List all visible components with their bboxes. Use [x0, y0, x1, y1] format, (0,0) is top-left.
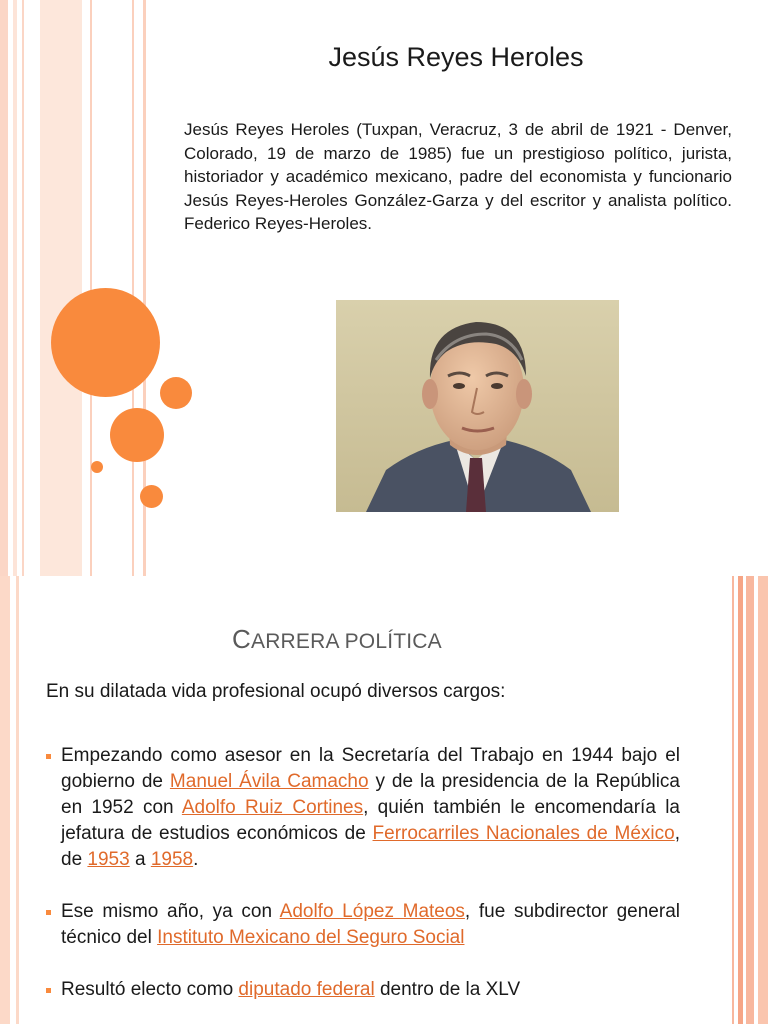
section-title: [232, 624, 442, 655]
decor-circle-small: [91, 461, 103, 473]
decor-stripe: [0, 576, 10, 1024]
decor-stripe: [90, 0, 92, 576]
list-item: Ese mismo año, ya con Adolfo López Mateos, fue subdirector general técnico del Instituto Mexicano del Seguro Social: [46, 899, 680, 951]
decor-circle: [110, 408, 164, 462]
portrait-photo: [336, 300, 619, 512]
decor-stripe: [16, 576, 19, 1024]
decor-stripe: [40, 0, 82, 576]
link-adolfo-lopez-mateos[interactable]: Adolfo López Mateos: [279, 901, 465, 922]
link-adolfo-ruiz-cortines[interactable]: Adolfo Ruiz Cortines: [181, 797, 364, 818]
link-year-1953[interactable]: 1953: [87, 849, 130, 870]
decor-circle: [160, 377, 192, 409]
decor-circle: [140, 485, 163, 508]
decor-stripe: [13, 0, 17, 576]
decor-stripe: [132, 0, 134, 576]
link-diputado-federal[interactable]: diputado federal: [238, 979, 375, 1000]
list-item: Empezando como asesor en la Secretaría del Trabajo en 1944 bajo el gobierno de Manuel Ávila Camacho y de la presidencia de la República en 1952 con Adolfo Ruiz Cortines, quién también le encomendaría la jefatura de estudios económicos de Ferrocarriles Nacionales de México, de 1953 a 1958.: [46, 743, 680, 873]
portrait-illustration: [336, 300, 619, 512]
link-ferrocarriles-nacionales[interactable]: Ferrocarriles Nacionales de México: [372, 823, 675, 844]
biography-paragraph: Jesús Reyes Heroles (Tuxpan, Veracruz, 3 de abril de 1921 - Denver, Colorado, 19 de marzo de 1985) fue un prestigioso político, jurista, historiador y académico mexicano, padre del economista y funcionario Jesús Reyes-Heroles González-Garza y del escritor y analista político. Federico Reyes-Heroles.: [184, 120, 732, 233]
decor-stripe: [732, 576, 734, 1024]
decor-stripe: [746, 576, 754, 1024]
decor-stripe: [0, 0, 8, 576]
intro-text: En su dilatada vida profesional ocupó diversos cargos:: [46, 681, 506, 702]
section-title-initial: C: [232, 624, 251, 654]
bullet-list: [46, 743, 680, 1024]
link-manuel-avila-camacho[interactable]: Manuel Ávila Camacho: [169, 771, 369, 792]
decor-stripe: [738, 576, 743, 1024]
section-title-rest: ARRERA POLÍTICA: [250, 630, 442, 653]
link-year-1958[interactable]: 1958: [150, 849, 194, 870]
slide-2: [0, 576, 768, 1024]
decor-stripe: [22, 0, 24, 576]
decor-circle-large: [51, 288, 160, 397]
list-item: Resultó electo como diputado federal dentro de la XLV: [46, 977, 680, 1003]
decor-stripe: [758, 576, 768, 1024]
slide-title: Jesús Reyes Heroles: [328, 42, 584, 72]
link-imss[interactable]: Instituto Mexicano del Seguro Social: [157, 927, 465, 948]
